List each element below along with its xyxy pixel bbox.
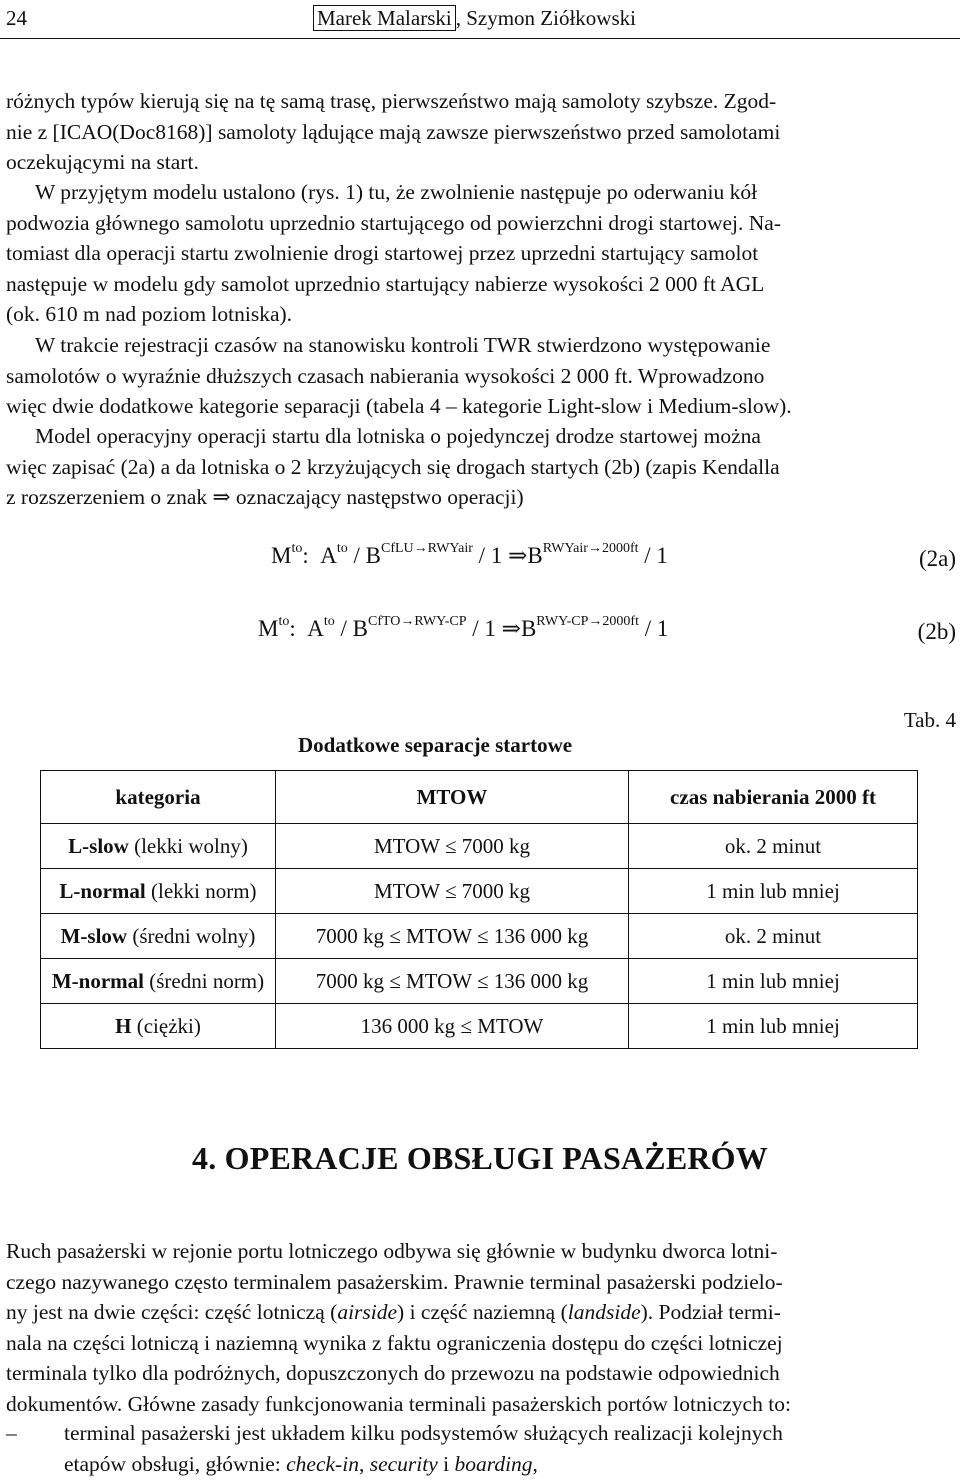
table-cell: 7000 kg ≤ MTOW ≤ 136 000 kg — [276, 959, 629, 1004]
bullet-line — [6, 1418, 956, 1449]
paragraph-3 — [6, 330, 956, 422]
text-line: dokumentów. Główne zasady funkcjonowania terminali pasażerskich portów lotniczych to: — [6, 1391, 791, 1416]
text-line: nie z [ICAO(Doc8168)] samoloty lądujące mają zawsze pierwszeństwo przed samolotami — [6, 119, 781, 144]
column-header: kategoria — [41, 771, 276, 824]
formula-operator: / 1 — [466, 616, 502, 641]
table-cell: 7000 kg ≤ MTOW ≤ 136 000 kg — [276, 914, 629, 959]
formula-operator: / — [334, 616, 353, 641]
text-fragment: ny jest na dwie części: część lotniczą ( — [6, 1300, 338, 1324]
category-code: H — [115, 1013, 132, 1038]
bullet-line — [6, 1449, 956, 1480]
italic-term: boarding — [454, 1451, 533, 1476]
text-line: (ok. 610 m nad poziom lotniska). — [6, 302, 293, 326]
text-line — [6, 330, 956, 361]
text-line — [6, 421, 956, 452]
arrow-icon: → — [588, 614, 603, 629]
section-heading: 4. OPERACJE OBSŁUGI PASAŻERÓW — [192, 1140, 768, 1176]
column-header: czas nabierania 2000 ft — [629, 771, 918, 824]
implies-symbol: ⇒ — [508, 543, 528, 568]
formula-symbol: B — [527, 543, 543, 568]
category-desc: (lekki wolny) — [128, 833, 248, 858]
table-cell: 1 min lub mniej — [629, 869, 918, 914]
text-fragment: ). Podział termi- — [640, 1300, 781, 1324]
header-rule — [0, 38, 960, 39]
formula-colon: : — [289, 616, 296, 641]
dash-icon: – — [6, 1421, 17, 1445]
formula-symbol: M — [271, 543, 292, 568]
sup-part: 2000ft — [602, 614, 639, 629]
sup-part: CfLU — [380, 541, 414, 556]
text-line: tomiast dla operacji startu zwolnienie drogi startowej przez uprzedni startujący samolot — [6, 241, 759, 265]
text-line-content: Model operacyjny operacji startu dla lotniska o pojedynczej drodze startowej można — [35, 424, 761, 448]
formula-superscript — [536, 614, 639, 629]
table-title: Dodatkowe separacje startowe — [298, 733, 573, 757]
formula-operator: / 1 — [472, 543, 509, 568]
italic-term: airside — [337, 1300, 398, 1324]
arrow-icon: → — [400, 614, 415, 629]
paragraph-4 — [6, 421, 956, 513]
arrow-icon: → — [587, 541, 602, 556]
paragraph-5 — [6, 1236, 956, 1419]
text-line — [6, 482, 956, 513]
table-cell: MTOW ≤ 7000 kg — [276, 869, 629, 914]
formula-superscript: to — [291, 541, 303, 556]
sup-part: RWY-CP — [536, 614, 589, 629]
text-line: samolotów o wyraźnie dłuższych czasach nabierania wysokości 2 000 ft. Wprowadzono — [6, 363, 765, 388]
formula-symbol: M — [258, 616, 279, 641]
formula-operator: / — [347, 543, 366, 568]
sup-part: RWYair — [542, 541, 588, 556]
text-line: podwozia głównego samolotu uprzednio startującego od powierzchni drogi startowej. Na- — [6, 210, 781, 235]
italic-term: check-in — [286, 1451, 359, 1476]
bullet-item — [6, 1418, 956, 1479]
text-fragment: , — [358, 1451, 370, 1476]
formula-symbol: A — [320, 543, 337, 568]
sup-part: 2000ft — [601, 541, 639, 556]
implies-symbol: ⇒ — [501, 616, 521, 641]
table-header-row — [41, 771, 918, 824]
formula-superscript — [368, 614, 467, 629]
paragraph-1 — [6, 86, 956, 178]
text-fragment: ) i część naziemną ( — [397, 1300, 568, 1324]
text-fragment: , — [532, 1451, 538, 1476]
formula-symbol: B — [352, 616, 368, 641]
table-cell — [41, 1004, 276, 1049]
category-code: L-slow — [68, 833, 129, 858]
text-line: różnych typów kierują się na tę samą trasę, pierwszeństwo mają samoloty szybsze. Zgod- — [6, 89, 777, 113]
formula-superscript — [381, 541, 473, 556]
table-cell: ok. 2 minut — [629, 824, 918, 869]
separation-table — [40, 770, 918, 1049]
page-number: 24 — [6, 6, 27, 30]
category-code: L-normal — [59, 878, 146, 903]
category-code: M-normal — [51, 968, 144, 993]
table-cell — [41, 824, 276, 869]
table-cell: 1 min lub mniej — [629, 959, 918, 1004]
formula-2b — [258, 614, 668, 642]
italic-term: landside — [567, 1300, 641, 1324]
category-desc: (ciężki) — [131, 1013, 201, 1038]
text-line — [6, 1297, 956, 1328]
category-desc: (średni wolny) — [127, 923, 256, 948]
arrow-icon: → — [413, 541, 428, 556]
sup-part: CfTO — [367, 614, 401, 629]
table-cell — [41, 914, 276, 959]
italic-term: security — [369, 1451, 438, 1476]
equation-number-2b: (2b) — [917, 619, 956, 644]
text-line-content: W trakcie rejestracji czasów na stanowisku kontroli TWR stwierdzono występowanie — [35, 333, 771, 357]
table-cell — [41, 959, 276, 1004]
text-line: więc dwie dodatkowe kategorie separacji (tabela 4 – kategorie Light-slow i Medium-slow). — [6, 394, 792, 418]
text-line: więc zapisać (2a) a da lotniska o 2 krzyżujących się drogach startych (2b) (zapis Kendalla — [6, 454, 780, 479]
text-line: czego nazywanego często terminalem pasażerskim. Prawnie terminal pasażerski podzielo- — [6, 1269, 783, 1294]
text-line — [6, 177, 956, 208]
table-row — [41, 869, 918, 914]
table-row — [41, 959, 918, 1004]
table-label: Tab. 4 — [903, 708, 956, 732]
paragraph-2 — [6, 177, 956, 330]
formula-colon: : — [302, 543, 309, 568]
text-line: terminala tylko dla podróżnych, dopuszczonych do przewozu na podstawie odpowiednich — [6, 1361, 780, 1385]
text-line: nala na części lotniczą i naziemną wynika z faktu ograniczenia dostępu do części lotniczej — [6, 1330, 783, 1355]
author-rest: , Szymon Ziółkowski — [455, 6, 636, 30]
text-fragment: terminal pasażerski jest układem kilku podsystemów służących realizacji kolejnych — [64, 1421, 783, 1445]
running-header-authors — [313, 6, 636, 31]
author-boxed: Marek Malarski — [313, 5, 456, 31]
table-cell: ok. 2 minut — [629, 914, 918, 959]
table-row — [41, 824, 918, 869]
text-fragment: i — [437, 1451, 455, 1476]
text-line: Ruch pasażerski w rejonie portu lotniczego odbywa się głównie w budynku dworca lotni- — [6, 1239, 778, 1263]
table-row — [41, 914, 918, 959]
table-cell: 1 min lub mniej — [629, 1004, 918, 1049]
table-cell: MTOW ≤ 7000 kg — [276, 824, 629, 869]
formula-operator: / 1 — [638, 616, 669, 641]
text-fragment: oznaczający następstwo operacji) — [235, 485, 524, 509]
text-line: oczekującymi na start. — [6, 150, 199, 174]
formula-symbol: B — [520, 616, 537, 641]
table-row — [41, 1004, 918, 1049]
text-fragment: etapów obsługi, głównie: — [64, 1451, 287, 1476]
category-desc: (lekki norm) — [145, 878, 257, 903]
formula-superscript: to — [278, 614, 290, 629]
sup-part: RWY-CP — [414, 614, 467, 629]
formula-2a — [271, 541, 668, 569]
column-header: MTOW — [276, 771, 629, 824]
table-cell: 136 000 kg ≤ MTOW — [276, 1004, 629, 1049]
formula-superscript: to — [323, 614, 335, 629]
equation-number-2a: (2a) — [918, 546, 956, 571]
formula-symbol: A — [307, 616, 324, 641]
text-line: następuje w modelu gdy samolot uprzednio startujący nabierze wysokości 2 000 ft AGL — [6, 271, 765, 296]
formula-superscript — [543, 541, 639, 556]
text-line-content: W przyjętym modelu ustalono (rys. 1) tu, że zwolnienie następuje po oderwaniu kół — [35, 180, 758, 204]
text-fragment: z rozszerzeniem o znak — [6, 485, 208, 509]
category-code: M-slow — [60, 923, 128, 948]
category-desc: (średni norm) — [144, 968, 265, 993]
formula-operator: / 1 — [638, 543, 668, 568]
sup-part: RWYair — [427, 541, 473, 556]
implies-symbol: ⇒ — [212, 485, 231, 509]
formula-symbol: B — [365, 543, 381, 568]
table-cell — [41, 869, 276, 914]
formula-superscript: to — [336, 541, 348, 556]
